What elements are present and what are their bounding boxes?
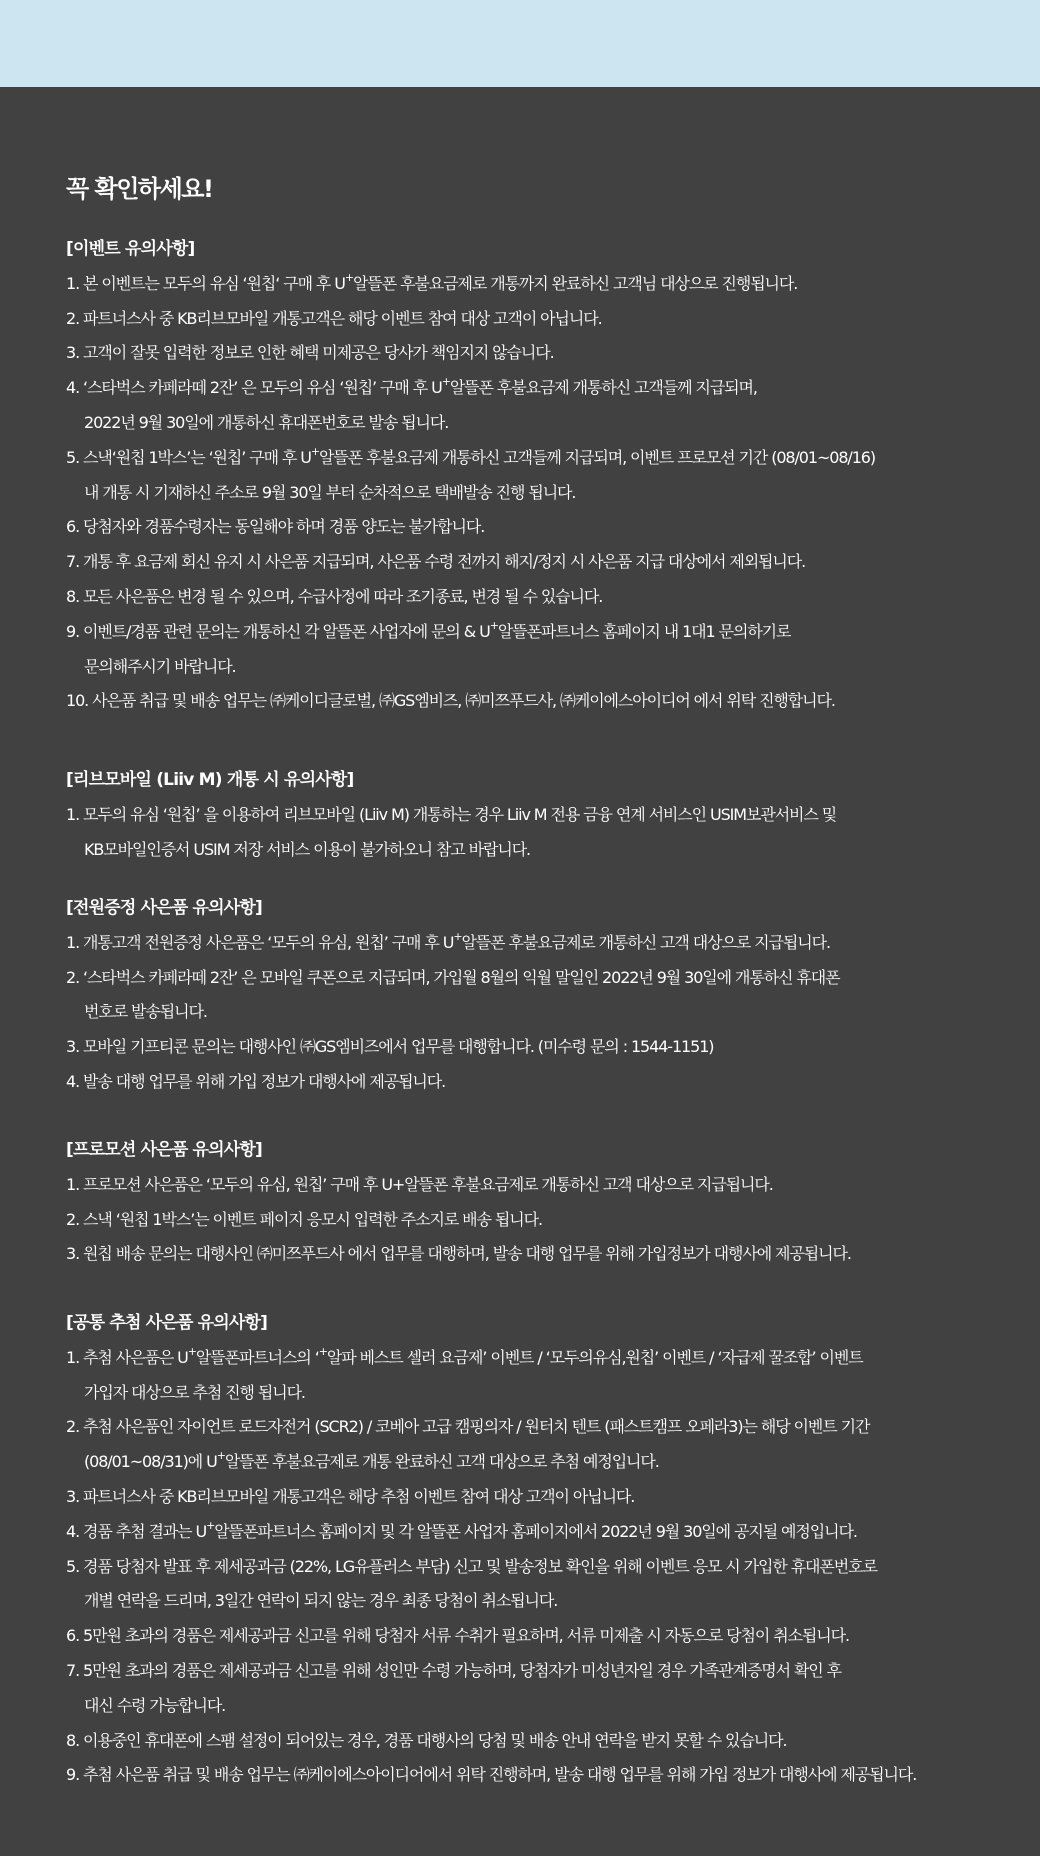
plus-superscript: + (310, 444, 320, 458)
notice-item-continuation (84, 650, 236, 684)
notice-item (66, 1203, 542, 1237)
notice-item (66, 684, 835, 718)
plus-superscript: + (489, 618, 498, 632)
notice-text: 문의해주시기 바랍니다. (84, 656, 236, 676)
notice-text: 7. 개통 후 요금제 회신 유지 시 사은품 지급되며, 사은품 수령 전까지 해지/정지 시 사은품 지급 대상에서 제외됩니다. (66, 552, 806, 572)
notice-text: 4. 경품 추첨 결과는 U (66, 1521, 207, 1541)
notice-item (66, 1758, 916, 1792)
section-heading: [이벤트 유의사항] (66, 239, 195, 259)
notice-text: 알뜰폰 후불요금제로 개통 완료하신 고객 대상으로 추첨 예정입니다. (224, 1452, 659, 1472)
plus-superscript: + (216, 1449, 225, 1463)
notice-text: 알뜰폰파트너스의 ‘ (195, 1347, 319, 1367)
notice-text: 알뜰폰 후불요금제 개통하신 고객들께 지급되며, (449, 378, 757, 398)
notice-text: 개별 연락을 드리며, 3일간 연락이 되지 않는 경우 최종 당첨이 취소됩니다. (84, 1591, 558, 1611)
plus-superscript: + (187, 1344, 196, 1358)
notice-text: 1. 프로모션 사은품은 ‘모두의 유심, 원칩’ 구매 후 U+알뜰폰 후불요금제로 개통하신 고객 대상으로 지급됩니다. (66, 1174, 773, 1194)
notice-item-continuation (84, 406, 448, 440)
notice-item-continuation (84, 833, 530, 867)
notice-text: 알뜰폰파트너스 홈페이지 및 각 알뜰폰 사업자 홈페이지에서 2022년 9월 30일에 공지될 예정입니다. (214, 1521, 857, 1541)
notice-text: 1. 본 이벤트는 모두의 유심 ‘원칩‘ 구매 후 U (66, 273, 345, 293)
notice-text: 2022년 9월 30일에 개통하신 휴대폰번호로 발송 됩니다. (84, 413, 449, 432)
notice-item (66, 961, 839, 995)
notice-item (66, 545, 805, 579)
notice-panel (0, 87, 1040, 1856)
notice-text: 5. 경품 당첨자 발표 후 제세공과금 (22%, LG유플러스 부담) 신고 및 발송정보 확인을 위해 이벤트 응모 시 가입한 휴대폰번호로 (66, 1556, 877, 1576)
notice-text: 8. 이용중인 휴대폰에 스팸 설정이 되어있는 경우, 경품 대행사의 당첨 및 배송 안내 연락을 받지 못할 수 있습니다. (66, 1730, 787, 1750)
notice-text: 3. 고객이 잘못 입력한 정보로 인한 혜택 미제공은 당사가 책임지지 않습니다. (66, 343, 554, 363)
notice-text: 8. 모든 사은품은 변경 될 수 있으며, 수급사정에 따라 조기종료, 변경 될 수 있습니다. (66, 587, 603, 606)
notice-item (66, 267, 797, 301)
plus-superscript: + (453, 929, 462, 943)
notice-item (66, 510, 484, 544)
notice-item (66, 336, 554, 370)
notice-text: 2. 스낵 ‘원칩 1박스’는 이벤트 페이지 응모시 입력한 주소지로 배송 됩니다. (66, 1209, 542, 1229)
notice-item (66, 1341, 863, 1375)
notice-item (66, 926, 830, 960)
notice-text: 알뜰폰 후불요금제로 개통까지 완료하신 고객님 대상으로 진행됩니다. (353, 273, 798, 293)
notice-text: 4. ‘스타벅스 카페라떼 2잔’ 은 모두의 유심 ‘원칩’ 구매 후 U (66, 378, 442, 398)
notice-text: 2. 추첨 사은품인 자이언트 로드자전거 (SCR2) / 코베아 고급 캠핑의자 / 원터치 텐트 (패스트캠프 오페라3)는 해당 이벤트 기간 (66, 1417, 870, 1437)
notice-text: 알파 베스트 셀러 요금제’ 이벤트 / ‘모두의유심,원칩’ 이벤트 / ‘자급제 꿀조합’ 이벤트 (326, 1347, 863, 1367)
notice-item-continuation (84, 1689, 225, 1723)
notice-text: 3. 원칩 배송 문의는 대행사인 ㈜미쯔푸드사 에서 업무를 대행하며, 발송 대행 업무를 위해 가입정보가 대행사에 제공됩니다. (66, 1244, 851, 1264)
plus-superscript: + (318, 1344, 327, 1358)
notice-text: 7. 5만원 초과의 경품은 제세공과금 신고를 위해 성인만 수령 가능하며, 당첨자가 미성년자일 경우 가족관계증명서 확인 후 (66, 1661, 842, 1680)
section-heading: [공통 추첨 사은품 유의사항] (66, 1313, 268, 1333)
notice-text: 6. 당첨자와 경품수령자는 동일해야 하며 경품 양도는 불가합니다. (66, 517, 485, 537)
notice-text: 내 개통 시 기재하신 주소로 9월 30일 부터 순차적으로 택배발송 진행 됩니다. (84, 482, 576, 502)
notice-item (66, 1410, 869, 1444)
notice-item (66, 1724, 786, 1758)
notice-text: 알뜰폰 후불요금제로 개통하신 고객 대상으로 지급됩니다. (461, 932, 830, 952)
notice-text: 10. 사은품 취급 및 배송 업무는 ㈜케이디글로벌, ㈜GS엠비즈, ㈜미쯔푸드사, ㈜케이에스아이디어 에서 위탁 진행합니다. (66, 691, 835, 711)
notice-text: 3. 모바일 기프티콘 문의는 대행사인 ㈜GS엠비즈에서 업무를 대행합니다. (미수령 문의 : 1544-1151) (66, 1037, 714, 1057)
notice-item (66, 1168, 773, 1202)
notice-text: 3. 파트너스사 중 KB리브모바일 개통고객은 해당 추첨 이벤트 참여 대상 고객이 아닙니다. (66, 1487, 635, 1506)
notice-text: KB모바일인증서 USIM 저장 서비스 이용이 불가하오니 참고 바랍니다. (84, 839, 531, 859)
notice-text: 알뜰폰파트너스 홈페이지 내 1대1 문의하기로 (497, 621, 791, 641)
notice-item (66, 1480, 634, 1514)
notice-text: 1. 개통고객 전원증정 사은품은 ‘모두의 유심, 원칩’ 구매 후 U (66, 932, 454, 952)
notice-item-continuation (84, 1445, 659, 1479)
notice-text: 5. 스낵‘원칩 1박스’는 ‘원칩’ 구매 후 U (66, 447, 311, 467)
notice-item (66, 1065, 445, 1099)
notice-text: 9. 이벤트/경품 관련 문의는 개통하신 각 알뜰폰 사업자에 문의 & U (66, 621, 490, 641)
top-banner-band (0, 0, 1040, 87)
notice-text: 9. 추첨 사은품 취급 및 배송 업무는 ㈜케이에스아이디어에서 위탁 진행하며, 발송 대행 업무를 위해 가입 정보가 대행사에 제공됩니다. (66, 1765, 917, 1785)
notice-text: (08/01~08/31)에 U (84, 1452, 217, 1472)
notice-text: 번호로 발송됩니다. (84, 1002, 207, 1022)
plus-superscript: + (344, 270, 354, 284)
notice-item-continuation (84, 995, 207, 1029)
notice-item (66, 1619, 849, 1653)
section-heading: [리브모바일 (Liiv M) 개통 시 유의사항] (66, 770, 354, 790)
notice-item (66, 371, 757, 405)
notice-item-continuation (84, 476, 575, 510)
notice-item-continuation (84, 1376, 305, 1410)
notice-text: 6. 5만원 초과의 경품은 제세공과금 신고를 위해 당첨자 서류 수취가 필요하며, 서류 미제출 시 자동으로 당첨이 취소됩니다. (66, 1626, 849, 1646)
plus-superscript: + (206, 1518, 215, 1532)
notice-item (66, 1030, 713, 1064)
notice-item-continuation (84, 1584, 557, 1618)
notice-text: 1. 추첨 사은품은 U (66, 1347, 188, 1367)
notice-text: 알뜰폰 후불요금제 개통하신 고객들께 지급되며, 이벤트 프로모션 기간 (08/01~08/16) (319, 447, 876, 467)
section-heading: [프로모션 사은품 유의사항] (66, 1140, 263, 1160)
notice-text: 2. 파트너스사 중 KB리브모바일 개통고객은 해당 이벤트 참여 대상 고객이 아닙니다. (66, 308, 602, 328)
notice-item (66, 441, 875, 475)
notice-text: 1. 모두의 유심 ‘원칩’ 을 이용하여 리브모바일 (Liiv M) 개통하는 경우 Liiv M 전용 금융 연계 서비스인 USIM보관서비스 및 (66, 804, 837, 824)
notice-item (66, 1237, 851, 1271)
notice-item (66, 1515, 857, 1549)
notice-text: 가입자 대상으로 추첨 진행 됩니다. (84, 1382, 305, 1402)
plus-superscript: + (441, 375, 450, 389)
notice-item (66, 580, 602, 614)
notice-item (66, 1654, 841, 1688)
section-heading: [전원증정 사은품 유의사항] (66, 898, 263, 918)
notice-item (66, 1550, 877, 1584)
notice-text: 2. ‘스타벅스 카페라떼 2잔’ 은 모바일 쿠폰으로 지급되며, 가입월 8월의 익월 말일인 2022년 9월 30일에 개통하신 휴대폰 (66, 967, 840, 987)
notice-text: 대신 수령 가능합니다. (84, 1695, 226, 1715)
notice-title: 꼭 확인하세요! (66, 175, 213, 203)
notice-item (66, 798, 836, 832)
notice-text: 4. 발송 대행 업무를 위해 가입 정보가 대행사에 제공됩니다. (66, 1072, 446, 1091)
notice-item (66, 615, 790, 649)
notice-item (66, 302, 602, 336)
